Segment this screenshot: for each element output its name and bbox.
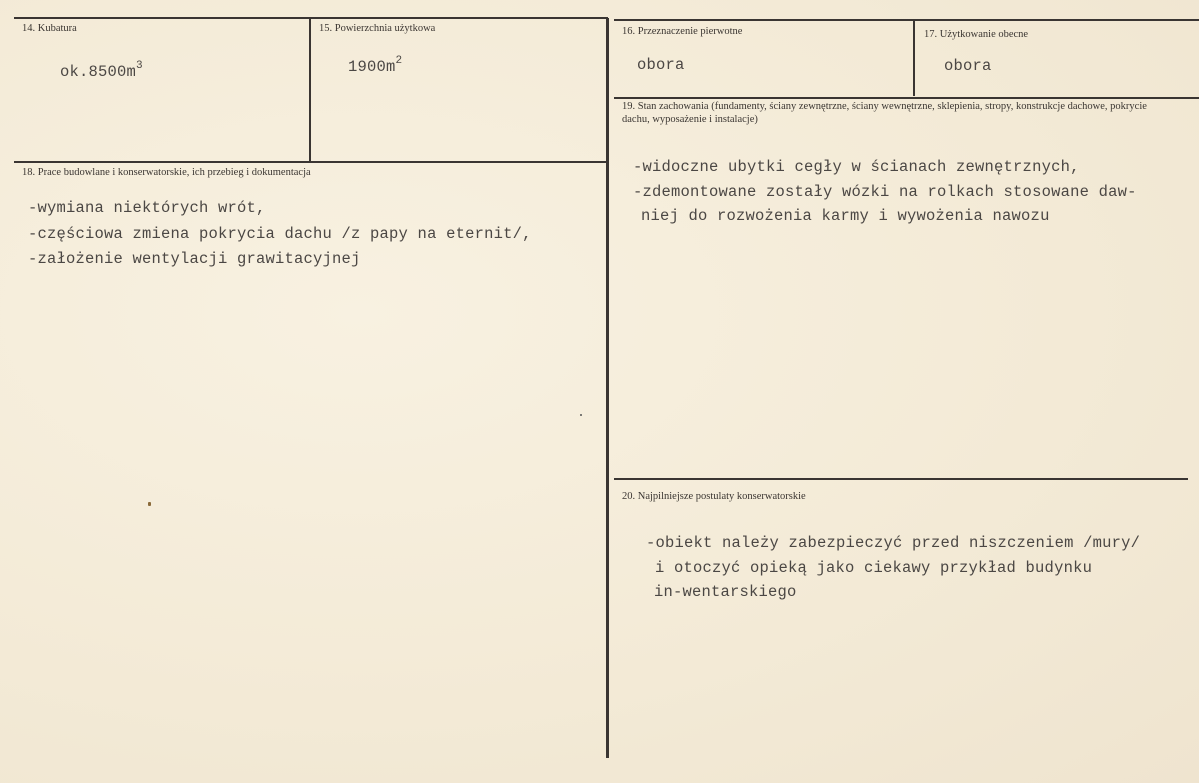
field-19-line: -widoczne ubytki cegły w ścianach zewnętrznych,: [633, 158, 1080, 176]
paper-speck: [580, 414, 582, 416]
rule-above-20: [614, 478, 1188, 480]
field-20-line: in-wentarskiego: [654, 583, 797, 601]
divider-16-17: [913, 20, 915, 96]
rule-under-16-17: [614, 97, 1199, 99]
top-rule-right: [614, 19, 1199, 21]
rule-under-14-15: [14, 161, 608, 163]
field-18-line: -wymiana niektórych wrót,: [28, 199, 266, 217]
field-20-label: 20. Najpilniejsze postulaty konserwatorskie: [622, 491, 806, 502]
field-17-label: 17. Użytkowanie obecne: [924, 29, 1029, 40]
field-19-line: -zdemontowane zostały wózki na rolkach stosowane daw-: [633, 183, 1137, 201]
field-20-line: -obiekt należy zabezpieczyć przed niszczeniem /mury/: [646, 534, 1141, 552]
field-18-line: -założenie wentylacji grawitacyjnej: [28, 250, 361, 268]
center-divider: [606, 18, 609, 758]
field-15-label: 15. Powierzchnia użytkowa: [319, 23, 436, 34]
field-15-value: $1900m^2$: [348, 55, 403, 77]
field-18-label: 18. Prace budowlane i konserwatorskie, ich przebieg i dokumentacja: [22, 167, 311, 178]
field-19-line: niej do rozwożenia karmy i wywożenia nawozu: [641, 207, 1050, 225]
field-16-label: 16. Przeznaczenie pierwotne: [622, 26, 743, 37]
field-14-value: $ok.8500m^3$: [60, 60, 143, 82]
divider-14-15: [309, 18, 311, 162]
field-14-label: 14. Kubatura: [22, 23, 77, 34]
field-19-label: 19. Stan zachowania (fundamenty, ściany zewnętrzne, ściany wewnętrzne, sklepienia, stropy, konstrukcje dachowe, pokrycie dachu, wyposażenie i instalacje): [622, 101, 1147, 125]
field-18-line: -częściowa zmiena pokrycia dachu /z papy na eternit/,: [28, 225, 532, 243]
paper-speck: [148, 502, 151, 506]
field-16-value: obora: [637, 56, 685, 74]
top-rule-left: [14, 17, 608, 19]
field-20-line: i otoczyć opieką jako ciekawy przykład budynku: [655, 559, 1093, 577]
field-17-value: obora: [944, 57, 992, 75]
